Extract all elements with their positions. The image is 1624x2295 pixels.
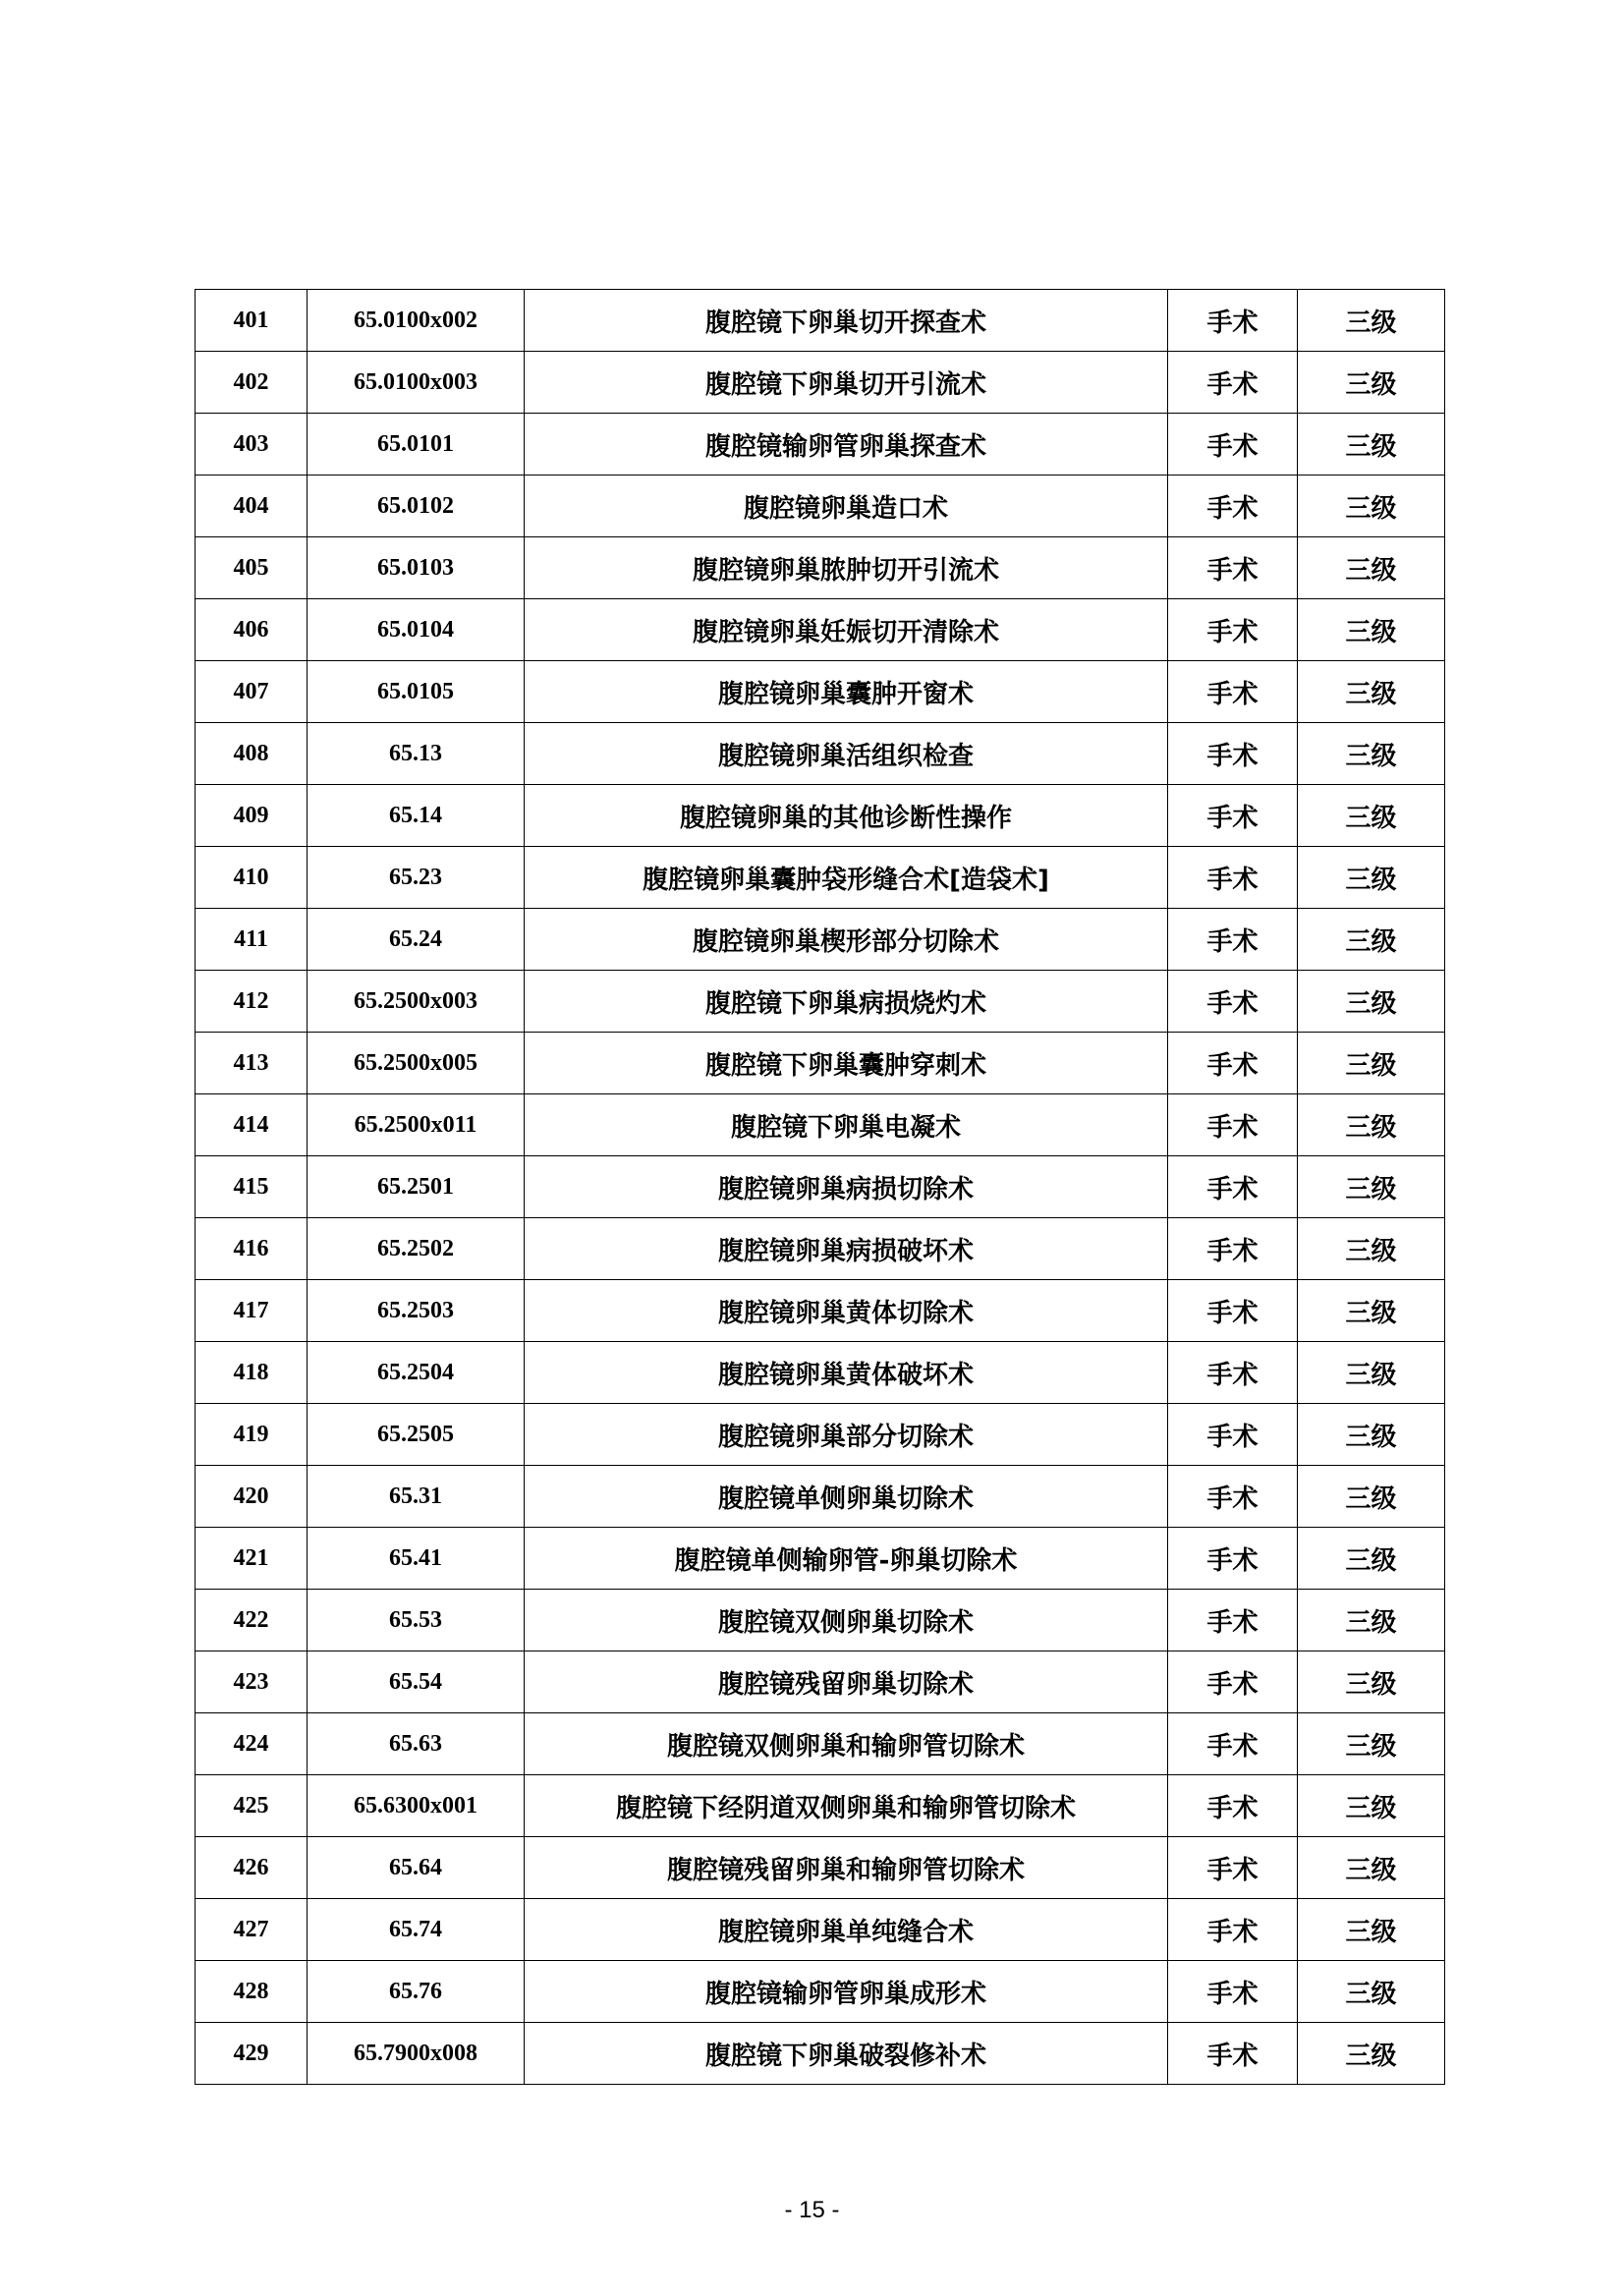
table-row <box>196 1528 1445 1590</box>
row-number-cell: 419 <box>196 1404 308 1466</box>
procedure-code-cell: 65.74 <box>308 1899 525 1961</box>
procedure-code-cell: 65.23 <box>308 847 525 909</box>
row-number-cell: 403 <box>196 414 308 476</box>
row-number-cell: 427 <box>196 1899 308 1961</box>
procedure-level-cell: 三级 <box>1298 971 1445 1033</box>
procedure-name-cell: 腹腔镜卵巢囊肿袋形缝合术[造袋术] <box>525 847 1168 909</box>
procedure-name-cell: 腹腔镜单侧卵巢切除术 <box>525 1466 1168 1528</box>
procedure-table <box>195 289 1445 2085</box>
procedure-name-cell: 腹腔镜下卵巢破裂修补术 <box>525 2023 1168 2085</box>
row-number-cell: 429 <box>196 2023 308 2085</box>
row-number-cell: 402 <box>196 352 308 414</box>
row-number-cell: 420 <box>196 1466 308 1528</box>
table-row <box>196 1590 1445 1651</box>
row-number-cell: 422 <box>196 1590 308 1651</box>
procedure-code-cell: 65.2504 <box>308 1342 525 1404</box>
procedure-type-cell: 手术 <box>1168 1961 1298 2023</box>
procedure-name-cell: 腹腔镜卵巢活组织检查 <box>525 723 1168 785</box>
procedure-level-cell: 三级 <box>1298 414 1445 476</box>
procedure-type-cell: 手术 <box>1168 1651 1298 1713</box>
procedure-code-cell: 65.31 <box>308 1466 525 1528</box>
procedure-code-cell: 65.2500x005 <box>308 1033 525 1094</box>
table-row <box>196 971 1445 1033</box>
procedure-name-cell: 腹腔镜下卵巢囊肿穿刺术 <box>525 1033 1168 1094</box>
procedure-level-cell: 三级 <box>1298 537 1445 599</box>
row-number-cell: 415 <box>196 1156 308 1218</box>
page-number: - 15 - <box>784 2197 840 2223</box>
procedure-code-cell: 65.0104 <box>308 599 525 661</box>
procedure-level-cell: 三级 <box>1298 1899 1445 1961</box>
procedure-type-cell: 手术 <box>1168 1466 1298 1528</box>
procedure-code-cell: 65.0103 <box>308 537 525 599</box>
row-number-cell: 407 <box>196 661 308 723</box>
row-number-cell: 406 <box>196 599 308 661</box>
table-row <box>196 476 1445 537</box>
table-row <box>196 1156 1445 1218</box>
table-row <box>196 352 1445 414</box>
procedure-name-cell: 腹腔镜卵巢造口术 <box>525 476 1168 537</box>
procedure-name-cell: 腹腔镜卵巢的其他诊断性操作 <box>525 785 1168 847</box>
procedure-type-cell: 手术 <box>1168 1713 1298 1775</box>
procedure-code-cell: 65.63 <box>308 1713 525 1775</box>
procedure-type-cell: 手术 <box>1168 1156 1298 1218</box>
procedure-type-cell: 手术 <box>1168 1280 1298 1342</box>
table-row <box>196 2023 1445 2085</box>
table-row <box>196 1961 1445 2023</box>
procedure-level-cell: 三级 <box>1298 352 1445 414</box>
procedure-type-cell: 手术 <box>1168 785 1298 847</box>
row-number-cell: 416 <box>196 1218 308 1280</box>
row-number-cell: 401 <box>196 290 308 352</box>
procedure-level-cell: 三级 <box>1298 723 1445 785</box>
table-row <box>196 290 1445 352</box>
procedure-code-cell: 65.54 <box>308 1651 525 1713</box>
procedure-code-cell: 65.14 <box>308 785 525 847</box>
table-row <box>196 599 1445 661</box>
procedure-code-cell: 65.24 <box>308 909 525 971</box>
table-row <box>196 909 1445 971</box>
procedure-name-cell: 腹腔镜卵巢病损切除术 <box>525 1156 1168 1218</box>
row-number-cell: 408 <box>196 723 308 785</box>
procedure-name-cell: 腹腔镜双侧卵巢切除术 <box>525 1590 1168 1651</box>
row-number-cell: 425 <box>196 1775 308 1837</box>
procedure-name-cell: 腹腔镜卵巢囊肿开窗术 <box>525 661 1168 723</box>
procedure-type-cell: 手术 <box>1168 1528 1298 1590</box>
procedure-level-cell: 三级 <box>1298 1342 1445 1404</box>
row-number-cell: 417 <box>196 1280 308 1342</box>
procedure-type-cell: 手术 <box>1168 599 1298 661</box>
procedure-code-cell: 65.2503 <box>308 1280 525 1342</box>
procedure-type-cell: 手术 <box>1168 414 1298 476</box>
procedure-level-cell: 三级 <box>1298 661 1445 723</box>
table-row <box>196 537 1445 599</box>
procedure-type-cell: 手术 <box>1168 1775 1298 1837</box>
procedure-code-cell: 65.0101 <box>308 414 525 476</box>
procedure-level-cell: 三级 <box>1298 1961 1445 2023</box>
table-row <box>196 1466 1445 1528</box>
procedure-level-cell: 三级 <box>1298 1713 1445 1775</box>
procedure-type-cell: 手术 <box>1168 476 1298 537</box>
procedure-name-cell: 腹腔镜卵巢楔形部分切除术 <box>525 909 1168 971</box>
procedure-name-cell: 腹腔镜输卵管卵巢探查术 <box>525 414 1168 476</box>
procedure-type-cell: 手术 <box>1168 1899 1298 1961</box>
procedure-level-cell: 三级 <box>1298 785 1445 847</box>
row-number-cell: 424 <box>196 1713 308 1775</box>
procedure-type-cell: 手术 <box>1168 1342 1298 1404</box>
procedure-level-cell: 三级 <box>1298 1280 1445 1342</box>
procedure-level-cell: 三级 <box>1298 1218 1445 1280</box>
procedure-table-body <box>196 290 1445 2085</box>
table-row <box>196 1342 1445 1404</box>
procedure-type-cell: 手术 <box>1168 352 1298 414</box>
procedure-code-cell: 65.53 <box>308 1590 525 1651</box>
procedure-level-cell: 三级 <box>1298 847 1445 909</box>
procedure-level-cell: 三级 <box>1298 2023 1445 2085</box>
row-number-cell: 426 <box>196 1837 308 1899</box>
procedure-name-cell: 腹腔镜下经阴道双侧卵巢和输卵管切除术 <box>525 1775 1168 1837</box>
table-row <box>196 1713 1445 1775</box>
procedure-type-cell: 手术 <box>1168 537 1298 599</box>
row-number-cell: 428 <box>196 1961 308 2023</box>
procedure-type-cell: 手术 <box>1168 847 1298 909</box>
table-row <box>196 1094 1445 1156</box>
procedure-name-cell: 腹腔镜卵巢脓肿切开引流术 <box>525 537 1168 599</box>
procedure-level-cell: 三级 <box>1298 1651 1445 1713</box>
procedure-name-cell: 腹腔镜卵巢部分切除术 <box>525 1404 1168 1466</box>
row-number-cell: 418 <box>196 1342 308 1404</box>
procedure-name-cell: 腹腔镜卵巢黄体破坏术 <box>525 1342 1168 1404</box>
procedure-level-cell: 三级 <box>1298 599 1445 661</box>
row-number-cell: 405 <box>196 537 308 599</box>
row-number-cell: 413 <box>196 1033 308 1094</box>
row-number-cell: 421 <box>196 1528 308 1590</box>
table-row <box>196 785 1445 847</box>
procedure-level-cell: 三级 <box>1298 1590 1445 1651</box>
table-row <box>196 1651 1445 1713</box>
table-row <box>196 847 1445 909</box>
procedure-type-cell: 手术 <box>1168 971 1298 1033</box>
procedure-name-cell: 腹腔镜卵巢妊娠切开清除术 <box>525 599 1168 661</box>
procedure-code-cell: 65.0102 <box>308 476 525 537</box>
procedure-code-cell: 65.0100x002 <box>308 290 525 352</box>
procedure-name-cell: 腹腔镜输卵管卵巢成形术 <box>525 1961 1168 2023</box>
procedure-code-cell: 65.76 <box>308 1961 525 2023</box>
row-number-cell: 412 <box>196 971 308 1033</box>
procedure-type-cell: 手术 <box>1168 661 1298 723</box>
table-row <box>196 1404 1445 1466</box>
procedure-name-cell: 腹腔镜单侧输卵管-卵巢切除术 <box>525 1528 1168 1590</box>
table-row <box>196 723 1445 785</box>
row-number-cell: 409 <box>196 785 308 847</box>
procedure-level-cell: 三级 <box>1298 1528 1445 1590</box>
procedure-type-cell: 手术 <box>1168 1837 1298 1899</box>
procedure-type-cell: 手术 <box>1168 1590 1298 1651</box>
procedure-name-cell: 腹腔镜下卵巢切开引流术 <box>525 352 1168 414</box>
procedure-level-cell: 三级 <box>1298 1033 1445 1094</box>
procedure-type-cell: 手术 <box>1168 1033 1298 1094</box>
procedure-type-cell: 手术 <box>1168 1218 1298 1280</box>
procedure-name-cell: 腹腔镜下卵巢切开探查术 <box>525 290 1168 352</box>
procedure-name-cell: 腹腔镜卵巢单纯缝合术 <box>525 1899 1168 1961</box>
procedure-level-cell: 三级 <box>1298 1466 1445 1528</box>
procedure-level-cell: 三级 <box>1298 290 1445 352</box>
procedure-code-cell: 65.7900x008 <box>308 2023 525 2085</box>
procedure-code-cell: 65.13 <box>308 723 525 785</box>
table-row <box>196 414 1445 476</box>
procedure-code-cell: 65.41 <box>308 1528 525 1590</box>
procedure-code-cell: 65.2500x003 <box>308 971 525 1033</box>
procedure-code-cell: 65.0105 <box>308 661 525 723</box>
table-row <box>196 1899 1445 1961</box>
procedure-code-cell: 65.64 <box>308 1837 525 1899</box>
procedure-level-cell: 三级 <box>1298 1156 1445 1218</box>
procedure-level-cell: 三级 <box>1298 1775 1445 1837</box>
procedure-code-cell: 65.2500x011 <box>308 1094 525 1156</box>
procedure-level-cell: 三级 <box>1298 1094 1445 1156</box>
procedure-type-cell: 手术 <box>1168 1404 1298 1466</box>
procedure-level-cell: 三级 <box>1298 1837 1445 1899</box>
procedure-type-cell: 手术 <box>1168 290 1298 352</box>
procedure-code-cell: 65.0100x003 <box>308 352 525 414</box>
procedure-code-cell: 65.2501 <box>308 1156 525 1218</box>
procedure-code-cell: 65.2502 <box>308 1218 525 1280</box>
row-number-cell: 410 <box>196 847 308 909</box>
table-row <box>196 1775 1445 1837</box>
procedure-level-cell: 三级 <box>1298 909 1445 971</box>
row-number-cell: 414 <box>196 1094 308 1156</box>
procedure-level-cell: 三级 <box>1298 476 1445 537</box>
procedure-name-cell: 腹腔镜残留卵巢和输卵管切除术 <box>525 1837 1168 1899</box>
procedure-code-cell: 65.2505 <box>308 1404 525 1466</box>
table-row <box>196 661 1445 723</box>
table-row <box>196 1218 1445 1280</box>
procedure-name-cell: 腹腔镜卵巢黄体切除术 <box>525 1280 1168 1342</box>
procedure-level-cell: 三级 <box>1298 1404 1445 1466</box>
procedure-type-cell: 手术 <box>1168 909 1298 971</box>
procedure-name-cell: 腹腔镜下卵巢病损烧灼术 <box>525 971 1168 1033</box>
table-row <box>196 1280 1445 1342</box>
row-number-cell: 404 <box>196 476 308 537</box>
row-number-cell: 423 <box>196 1651 308 1713</box>
procedure-code-cell: 65.6300x001 <box>308 1775 525 1837</box>
table-row <box>196 1837 1445 1899</box>
procedure-type-cell: 手术 <box>1168 2023 1298 2085</box>
table-row <box>196 1033 1445 1094</box>
procedure-type-cell: 手术 <box>1168 723 1298 785</box>
procedure-name-cell: 腹腔镜卵巢病损破坏术 <box>525 1218 1168 1280</box>
row-number-cell: 411 <box>196 909 308 971</box>
procedure-name-cell: 腹腔镜双侧卵巢和输卵管切除术 <box>525 1713 1168 1775</box>
procedure-type-cell: 手术 <box>1168 1094 1298 1156</box>
procedure-name-cell: 腹腔镜下卵巢电凝术 <box>525 1094 1168 1156</box>
procedure-name-cell: 腹腔镜残留卵巢切除术 <box>525 1651 1168 1713</box>
